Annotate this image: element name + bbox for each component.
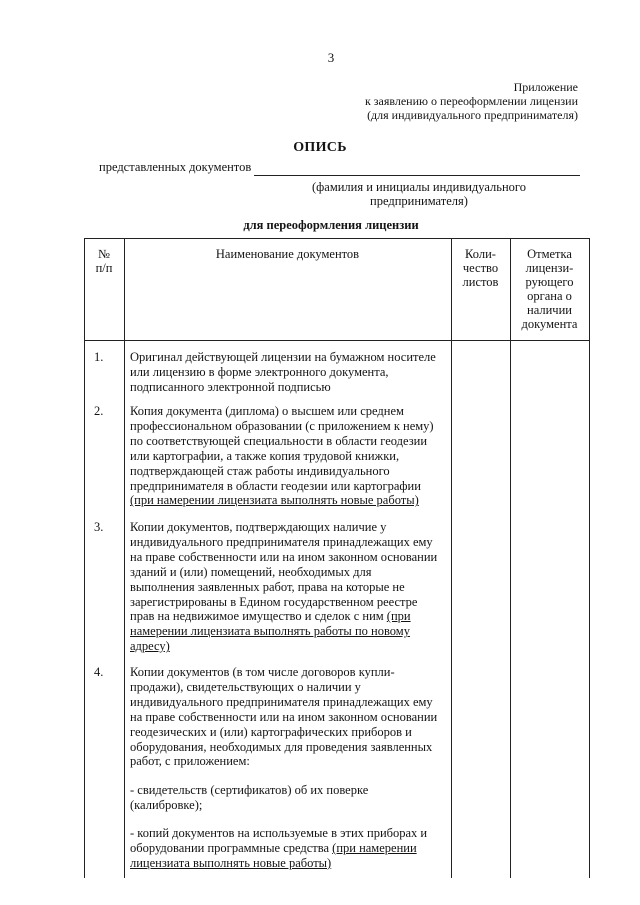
row-document-text: Копии документов, подтверждающих наличие у индивидуального предпринимателя принадлежащих ему на праве собственности или на ином законном основании зданий и (или) помещений, необходимых для выполнения заявленных работ, права на которые не зарегистрированы в Едином государственном реестре прав на недвижимое имущество и сделок с ним (при намерении лицензиата выполнять работы по новому адресу) <box>130 520 438 654</box>
header-number: № п/п <box>95 247 113 275</box>
header-sheet-count: Коли- чество листов <box>462 247 499 289</box>
table-border-right <box>589 238 590 878</box>
table-header-divider <box>84 340 590 341</box>
appendix-note <box>330 80 578 122</box>
row-document-text: Оригинал действующей лицензии на бумажном носителе или лицензию в форме электронного документа, подписанного электронной подписью <box>130 350 436 394</box>
document-title: ОПИСЬ <box>293 140 347 155</box>
submitted-documents-label: представленных документов <box>99 160 252 174</box>
name-caption <box>282 180 556 208</box>
name-caption-line: (фамилия и инициалы индивидуального <box>312 180 526 194</box>
table-border-left <box>84 238 85 878</box>
page-number: 3 <box>327 50 335 65</box>
row-document-text: Копии документов (в том числе договоров купли- продажи), свидетельствующих о наличии у индивидуального предпринимателя принадлежащих ему на праве собственности или на ином законном основании геодезических и (или) картографических приборов и оборудования, необходимых для проведения заявленных работ, с приложением: - свидетельств (сертификатов) об их поверке (калибровке); - копий документов на используемые в этих приборах и оборудовании программные средства (при намерении лицензиата выполнять новые работы) <box>130 665 438 870</box>
row-number: 3. <box>94 520 104 534</box>
table-column-divider <box>510 238 511 878</box>
appendix-line: Приложение <box>513 80 578 94</box>
table-border-top <box>84 238 590 239</box>
table-column-divider <box>124 238 125 878</box>
appendix-line: (для индивидуального предпринимателя) <box>367 108 578 122</box>
table-column-divider <box>451 238 452 878</box>
name-fill-line <box>254 175 580 176</box>
purpose-heading: для переоформления лицензии <box>243 218 419 232</box>
header-authority-mark: Отметка лицензи- рующего органа о наличии документа <box>521 247 578 331</box>
row-number: 2. <box>94 404 104 418</box>
row-number: 4. <box>94 665 104 679</box>
header-document-name: Наименование документов <box>215 247 360 261</box>
row-number: 1. <box>94 350 104 364</box>
row-document-text: Копия документа (диплома) о высшем или среднем профессиональном образовании (с приложением к нему) по соответствующей специальности в области геодезии или картографии, а также копия трудовой книжки, подтверждающей стаж работы индивидуального предпринимателя в области геодезии или картографии (при намерении лицензиата выполнять новые работы) <box>130 404 434 508</box>
name-caption-line: предпринимателя) <box>370 194 468 208</box>
appendix-line: к заявлению о переоформлении лицензии <box>364 94 578 108</box>
